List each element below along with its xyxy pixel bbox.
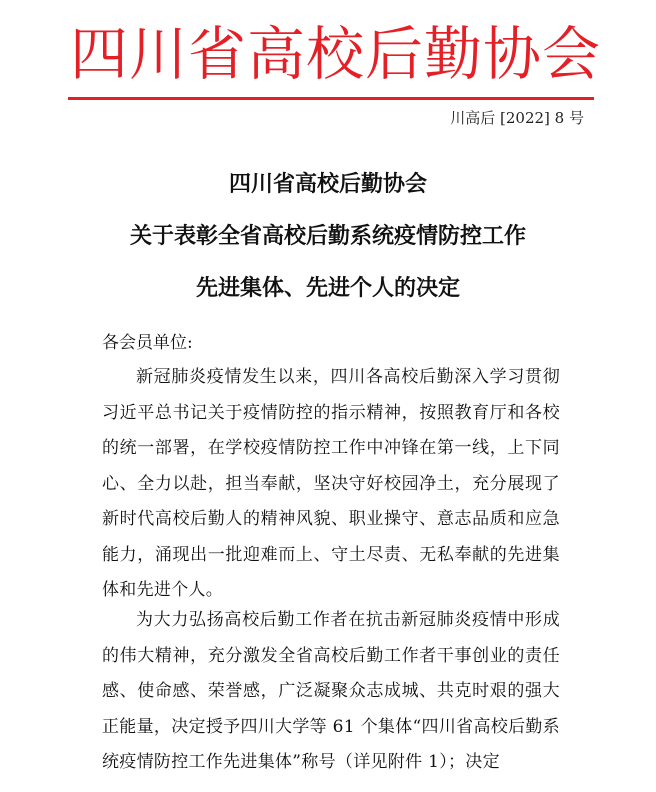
body-paragraph-1: 新冠肺炎疫情发生以来，四川各高校后勤深入学习贯彻习近平总书记关于疫情防控的指示精神，按照教育厅和各校的统一部署，在学校疫情防控工作中冲锋在第一线，上下同心、全力以赴，担当奉献，坚决守好校园净土，充分展现了新时代高校后勤人的精神风貌、职业操守、意志品质和应急能力，涌现出一批迎难而上、守土尽责、无私奉献的先进集体和先进个人。 <box>102 367 560 600</box>
salutation: 各会员单位: <box>102 333 193 353</box>
document-number: 川高后 [2022] 8 号 <box>450 109 584 127</box>
body-paragraph-2: 为大力弘扬高校后勤工作者在抗击新冠肺炎疫情中形成的伟大精神，充分激发全省高校后勤工作者干事创业的责任感、使命感、荣誉感，广泛凝聚众志成城、共克时艰的强大正能量，决定授予四川大学等 61 个集体“四川省高校后勤系统疫情防控工作先进集体”称号（详见附件 1）；决定 <box>102 610 560 772</box>
letterhead-red-rule <box>68 97 594 100</box>
title-line-3: 先进集体、先进个人的决定 <box>195 275 460 301</box>
title-line-2: 关于表彰全省高校后勤系统疫情防控工作 <box>129 223 526 249</box>
title-line-1: 四川省高校后勤协会 <box>228 171 427 197</box>
document-title <box>0 158 656 314</box>
org-letterhead-title: 四川省高校后勤协会 <box>70 20 602 88</box>
